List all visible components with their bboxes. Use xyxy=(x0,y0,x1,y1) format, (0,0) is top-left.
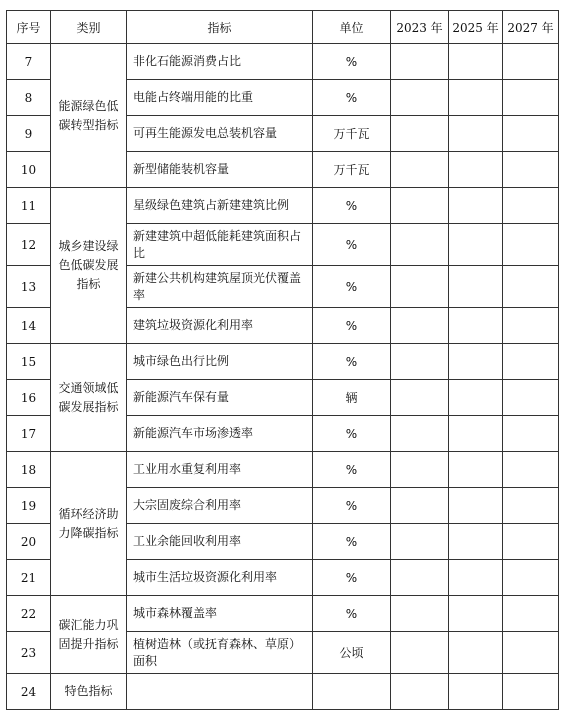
value-2027-cell xyxy=(503,452,559,488)
value-2025-cell xyxy=(449,308,503,344)
indicator-cell xyxy=(127,674,313,710)
value-2027-cell xyxy=(503,596,559,632)
indicator-table xyxy=(6,10,559,710)
unit-cell: % xyxy=(313,560,391,596)
value-2027-cell xyxy=(503,524,559,560)
table-header-row xyxy=(7,11,559,44)
category-cell: 循环经济助力降碳指标 xyxy=(51,452,127,596)
indicator-cell: 可再生能源发电总装机容量 xyxy=(127,116,313,152)
value-2025-cell xyxy=(449,560,503,596)
row-number: 10 xyxy=(7,152,51,188)
indicator-cell: 工业用水重复利用率 xyxy=(127,452,313,488)
unit-cell: 公顷 xyxy=(313,632,391,674)
row-number: 8 xyxy=(7,80,51,116)
value-2025-cell xyxy=(449,596,503,632)
row-number: 11 xyxy=(7,188,51,224)
indicator-cell: 电能占终端用能的比重 xyxy=(127,80,313,116)
category-cell: 城乡建设绿色低碳发展指标 xyxy=(51,188,127,344)
table-row xyxy=(7,44,559,80)
value-2027-cell xyxy=(503,344,559,380)
header-indicator: 指标 xyxy=(127,11,313,44)
value-2023-cell xyxy=(391,632,449,674)
value-2023-cell xyxy=(391,152,449,188)
value-2023-cell xyxy=(391,80,449,116)
value-2025-cell xyxy=(449,452,503,488)
value-2023-cell xyxy=(391,344,449,380)
value-2025-cell xyxy=(449,380,503,416)
value-2027-cell xyxy=(503,266,559,308)
value-2027-cell xyxy=(503,560,559,596)
value-2023-cell xyxy=(391,44,449,80)
row-number: 21 xyxy=(7,560,51,596)
header-unit: 单位 xyxy=(313,11,391,44)
category-cell: 交通领域低碳发展指标 xyxy=(51,344,127,452)
value-2023-cell xyxy=(391,308,449,344)
row-number: 17 xyxy=(7,416,51,452)
header-seq: 序号 xyxy=(7,11,51,44)
table-row xyxy=(7,674,559,710)
value-2027-cell xyxy=(503,44,559,80)
value-2027-cell xyxy=(503,188,559,224)
value-2027-cell xyxy=(503,152,559,188)
unit-cell: % xyxy=(313,80,391,116)
table-row xyxy=(7,344,559,380)
row-number: 15 xyxy=(7,344,51,380)
value-2023-cell xyxy=(391,188,449,224)
table-row xyxy=(7,452,559,488)
value-2025-cell xyxy=(449,188,503,224)
unit-cell: % xyxy=(313,596,391,632)
category-cell: 能源绿色低碳转型指标 xyxy=(51,44,127,188)
row-number: 7 xyxy=(7,44,51,80)
table-row xyxy=(7,596,559,632)
value-2023-cell xyxy=(391,488,449,524)
table-row xyxy=(7,188,559,224)
value-2025-cell xyxy=(449,80,503,116)
value-2023-cell xyxy=(391,116,449,152)
value-2027-cell xyxy=(503,632,559,674)
indicator-cell: 新能源汽车市场渗透率 xyxy=(127,416,313,452)
indicator-cell: 新建公共机构建筑屋顶光伏覆盖率 xyxy=(127,266,313,308)
indicator-cell: 城市绿色出行比例 xyxy=(127,344,313,380)
unit-cell: % xyxy=(313,524,391,560)
value-2025-cell xyxy=(449,344,503,380)
value-2023-cell xyxy=(391,560,449,596)
value-2023-cell xyxy=(391,224,449,266)
unit-cell: % xyxy=(313,224,391,266)
unit-cell: % xyxy=(313,344,391,380)
indicator-cell: 城市生活垃圾资源化利用率 xyxy=(127,560,313,596)
value-2025-cell xyxy=(449,488,503,524)
value-2027-cell xyxy=(503,80,559,116)
header-category: 类别 xyxy=(51,11,127,44)
value-2023-cell xyxy=(391,524,449,560)
value-2023-cell xyxy=(391,380,449,416)
row-number: 9 xyxy=(7,116,51,152)
value-2027-cell xyxy=(503,224,559,266)
indicator-cell: 新能源汽车保有量 xyxy=(127,380,313,416)
indicator-cell: 新建建筑中超低能耗建筑面积占比 xyxy=(127,224,313,266)
value-2027-cell xyxy=(503,116,559,152)
row-number: 14 xyxy=(7,308,51,344)
value-2025-cell xyxy=(449,416,503,452)
value-2025-cell xyxy=(449,44,503,80)
indicator-cell: 星级绿色建筑占新建建筑比例 xyxy=(127,188,313,224)
row-number: 13 xyxy=(7,266,51,308)
row-number: 19 xyxy=(7,488,51,524)
indicator-cell: 大宗固废综合利用率 xyxy=(127,488,313,524)
value-2025-cell xyxy=(449,224,503,266)
value-2023-cell xyxy=(391,266,449,308)
value-2023-cell xyxy=(391,452,449,488)
unit-cell: % xyxy=(313,266,391,308)
indicator-cell: 城市森林覆盖率 xyxy=(127,596,313,632)
value-2027-cell xyxy=(503,488,559,524)
value-2027-cell xyxy=(503,674,559,710)
unit-cell: % xyxy=(313,44,391,80)
header-2025: 2025 年 xyxy=(449,11,503,44)
unit-cell: % xyxy=(313,488,391,524)
unit-cell: 辆 xyxy=(313,380,391,416)
unit-cell: % xyxy=(313,308,391,344)
indicator-cell: 非化石能源消费占比 xyxy=(127,44,313,80)
row-number: 23 xyxy=(7,632,51,674)
indicator-cell: 植树造林（或抚育森林、草原）面积 xyxy=(127,632,313,674)
unit-cell: 万千瓦 xyxy=(313,116,391,152)
value-2027-cell xyxy=(503,380,559,416)
indicator-cell: 新型储能装机容量 xyxy=(127,152,313,188)
value-2025-cell xyxy=(449,266,503,308)
unit-cell: 万千瓦 xyxy=(313,152,391,188)
category-cell: 特色指标 xyxy=(51,674,127,710)
unit-cell: % xyxy=(313,452,391,488)
value-2025-cell xyxy=(449,116,503,152)
header-2023: 2023 年 xyxy=(391,11,449,44)
unit-cell: % xyxy=(313,188,391,224)
value-2025-cell xyxy=(449,632,503,674)
value-2027-cell xyxy=(503,308,559,344)
row-number: 18 xyxy=(7,452,51,488)
value-2025-cell xyxy=(449,152,503,188)
value-2023-cell xyxy=(391,674,449,710)
indicator-cell: 工业余能回收利用率 xyxy=(127,524,313,560)
unit-cell: % xyxy=(313,416,391,452)
row-number: 12 xyxy=(7,224,51,266)
row-number: 16 xyxy=(7,380,51,416)
unit-cell xyxy=(313,674,391,710)
row-number: 20 xyxy=(7,524,51,560)
row-number: 24 xyxy=(7,674,51,710)
header-2027: 2027 年 xyxy=(503,11,559,44)
category-cell: 碳汇能力巩固提升指标 xyxy=(51,596,127,674)
value-2027-cell xyxy=(503,416,559,452)
row-number: 22 xyxy=(7,596,51,632)
value-2025-cell xyxy=(449,674,503,710)
value-2025-cell xyxy=(449,524,503,560)
value-2023-cell xyxy=(391,596,449,632)
indicator-cell: 建筑垃圾资源化利用率 xyxy=(127,308,313,344)
value-2023-cell xyxy=(391,416,449,452)
